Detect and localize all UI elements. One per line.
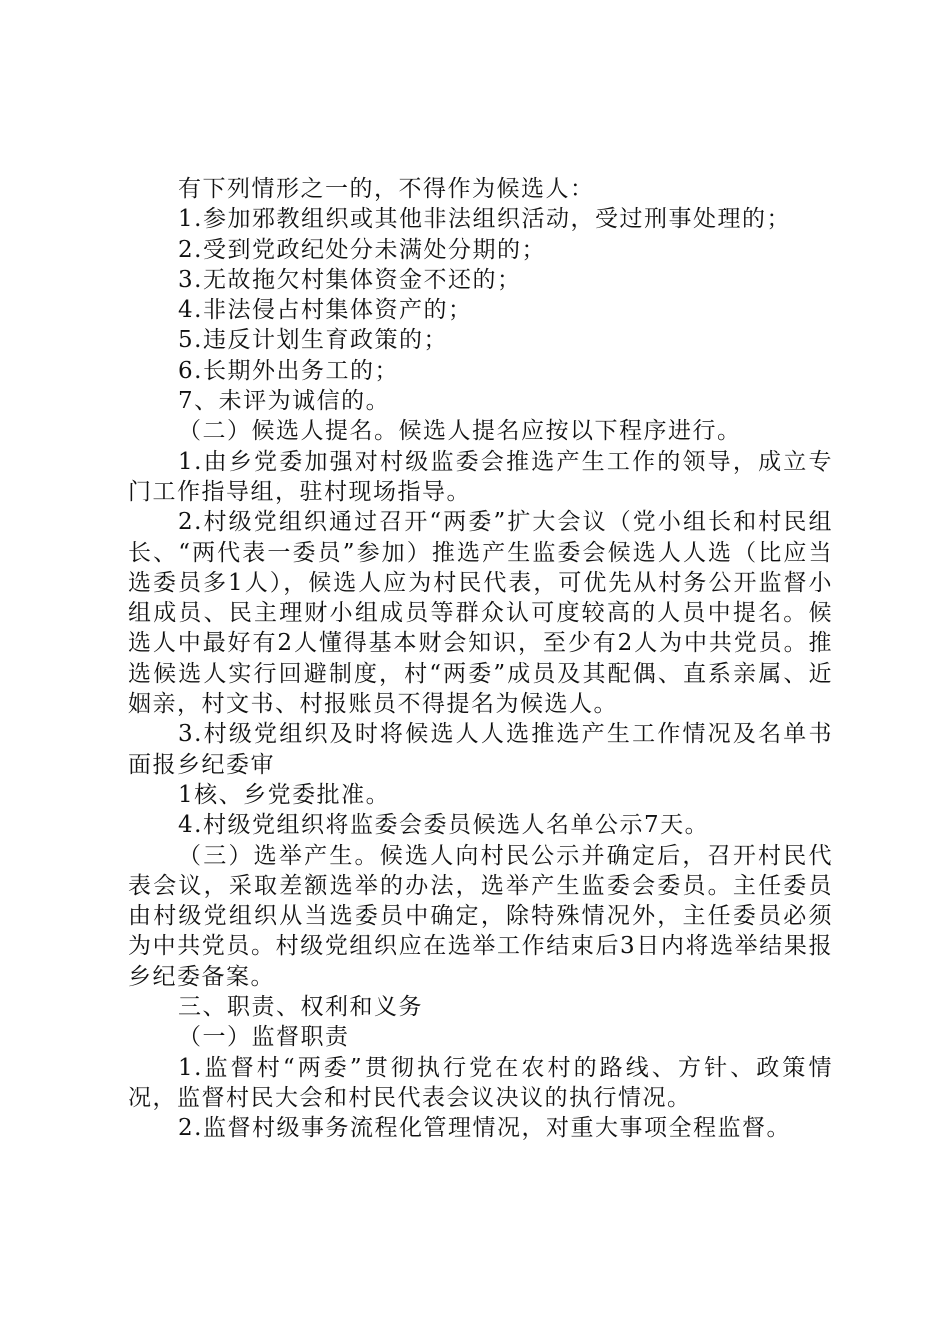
paragraph-exclusion-6: 6.长期外出务工的； [178, 357, 399, 384]
paragraph-exclusion-1: 1.参加邪教组织或其他非法组织活动，受过刑事处理的； [178, 206, 791, 233]
paragraph-nomination-3-continued: 1核、乡党委批准。 [178, 781, 391, 808]
paragraph-nomination-3: 3.村级党组织及时将候选人人选推选产生工作情况及名单书面报乡纪委审 [128, 721, 833, 778]
paragraph-exclusion-3: 3.无故拖欠村集体资金不还的； [178, 266, 522, 293]
paragraph-candidate-exclusions-intro: 有下列情形之一的，不得作为候选人： [178, 176, 595, 202]
subsection-heading-supervision: （一）监督职责 [178, 1024, 350, 1051]
paragraph-supervision-2: 2.监督村级事务流程化管理情况，对重大事项全程监督。 [178, 1115, 791, 1142]
section-heading-nomination: （二）候选人提名。候选人提名应按以下程序进行。 [178, 418, 742, 445]
paragraph-exclusion-5: 5.违反计划生育政策的； [178, 327, 448, 354]
paragraph-nomination-4: 4.村级党组织将监委会委员候选人名单公示7天。 [178, 812, 710, 839]
paragraph-exclusion-2: 2.受到党政纪处分未满处分期的； [178, 236, 546, 263]
paragraph-nomination-2: 2.村级党组织通过召开“两委”扩大会议（党小组长和村民组长、“两代表一委员”参加）推选产生监委会候选人人选（比应当选委员多1人），候选人应为村民代表，可优先从村务公开监督小组成员、民主理财小组成员等群众认可度较高的人员中提名。候选人中最好有2人懂得基本财会知识，至少有2人为中共党员。推选候选人实行回避制度，村“两委”成员及其配偶、直系亲属、近姻亲，村文书、村报账员不得提名为候选人。 [128, 509, 833, 718]
document-body [128, 174, 833, 1144]
section-heading-duties: 三、职责、权利和义务 [178, 994, 423, 1021]
paragraph-exclusion-4: 4.非法侵占村集体资产的； [178, 297, 473, 324]
section-heading-election: （三）选举产生。候选人向村民公示并确定后，召开村民代表会议，采取差额选举的办法，选举产生监委会委员。主任委员由村级党组织从当选委员中确定，除特殊情况外，主任委员必须为中共党员。村级党组织应在选举工作结束后3日内将选举结果报乡纪委备案。 [128, 842, 833, 990]
paragraph-exclusion-7: 7、未评为诚信的。 [178, 388, 391, 415]
paragraph-supervision-1: 1.监督村“两委”贯彻执行党在农村的路线、方针、政策情况，监督村民大会和村民代表会议决议的执行情况。 [128, 1054, 833, 1111]
paragraph-nomination-1: 1.由乡党委加强对村级监委会推选产生工作的领导，成立专门工作指导组，驻村现场指导。 [128, 448, 833, 505]
